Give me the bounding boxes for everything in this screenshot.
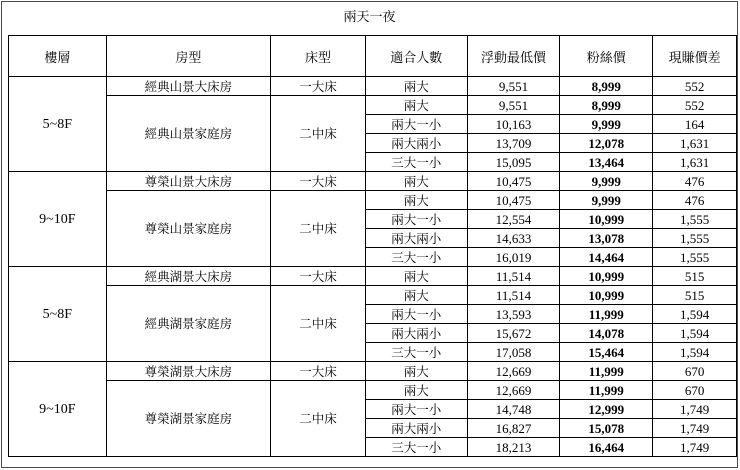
floor-cell: 9~10F <box>9 362 107 457</box>
header-occupancy: 適合人數 <box>365 36 467 77</box>
table-row <box>9 191 737 210</box>
fan-price-cell: 10,999 <box>560 267 653 286</box>
occupancy-cell: 兩大 <box>365 286 467 305</box>
floating-price-cell: 15,095 <box>467 153 560 172</box>
table-title: 兩天一夜 <box>343 10 396 25</box>
bed-type-cell: 一大床 <box>271 267 366 286</box>
savings-cell: 1,555 <box>653 210 737 229</box>
savings-cell: 1,631 <box>653 134 737 153</box>
savings-cell: 1,594 <box>653 343 737 362</box>
savings-cell: 1,749 <box>653 419 737 438</box>
floating-price-cell: 14,748 <box>467 400 560 419</box>
fan-price-cell: 15,464 <box>560 343 653 362</box>
occupancy-cell: 三大一小 <box>365 438 467 457</box>
bed-type-cell: 二中床 <box>271 381 366 457</box>
savings-cell: 1,594 <box>653 305 737 324</box>
savings-cell: 670 <box>653 381 737 400</box>
occupancy-cell: 兩大 <box>365 96 467 115</box>
occupancy-cell: 三大一小 <box>365 343 467 362</box>
savings-cell: 515 <box>653 286 737 305</box>
header-savings: 現賺價差 <box>653 36 737 77</box>
floating-price-cell: 11,514 <box>467 286 560 305</box>
savings-cell: 476 <box>653 172 737 191</box>
fan-price-cell: 11,999 <box>560 362 653 381</box>
table-row <box>9 77 737 96</box>
fan-price-cell: 8,999 <box>560 77 653 96</box>
floating-price-cell: 12,554 <box>467 210 560 229</box>
savings-cell: 552 <box>653 77 737 96</box>
fan-price-cell: 16,464 <box>560 438 653 457</box>
occupancy-cell: 兩大 <box>365 77 467 96</box>
occupancy-cell: 兩大 <box>365 381 467 400</box>
fan-price-cell: 11,999 <box>560 305 653 324</box>
floating-price-cell: 12,669 <box>467 381 560 400</box>
occupancy-cell: 兩大 <box>365 172 467 191</box>
occupancy-cell: 兩大 <box>365 362 467 381</box>
table-row <box>9 172 737 191</box>
table-row <box>9 362 737 381</box>
fan-price-cell: 12,078 <box>560 134 653 153</box>
bed-type-cell: 一大床 <box>271 77 366 96</box>
room-type-cell: 尊榮湖景大床房 <box>106 362 271 381</box>
savings-cell: 1,749 <box>653 438 737 457</box>
savings-cell: 1,631 <box>653 153 737 172</box>
room-type-cell: 經典湖景大床房 <box>106 267 271 286</box>
table-row <box>9 96 737 115</box>
room-type-cell: 尊榮湖景家庭房 <box>106 381 271 457</box>
floating-price-cell: 18,213 <box>467 438 560 457</box>
table-row <box>9 381 737 400</box>
fan-price-cell: 14,464 <box>560 248 653 267</box>
table-row <box>9 267 737 286</box>
floating-price-cell: 10,163 <box>467 115 560 134</box>
bed-type-cell: 一大床 <box>271 362 366 381</box>
occupancy-cell: 兩大 <box>365 267 467 286</box>
fan-price-cell: 15,078 <box>560 419 653 438</box>
occupancy-cell: 兩大一小 <box>365 400 467 419</box>
fan-price-cell: 9,999 <box>560 191 653 210</box>
table-body <box>9 77 737 457</box>
occupancy-cell: 兩大一小 <box>365 115 467 134</box>
floating-price-cell: 9,551 <box>467 77 560 96</box>
fan-price-cell: 9,999 <box>560 172 653 191</box>
floating-price-cell: 14,633 <box>467 229 560 248</box>
fan-price-cell: 11,999 <box>560 381 653 400</box>
floating-price-cell: 15,672 <box>467 324 560 343</box>
table-row <box>9 286 737 305</box>
savings-cell: 552 <box>653 96 737 115</box>
floating-price-cell: 13,709 <box>467 134 560 153</box>
price-table <box>8 35 737 457</box>
header-room-type: 房型 <box>106 36 271 77</box>
savings-cell: 670 <box>653 362 737 381</box>
occupancy-cell: 兩大兩小 <box>365 134 467 153</box>
occupancy-cell: 兩大兩小 <box>365 324 467 343</box>
floating-price-cell: 11,514 <box>467 267 560 286</box>
occupancy-cell: 兩大一小 <box>365 305 467 324</box>
bed-type-cell: 二中床 <box>271 96 366 172</box>
occupancy-cell: 兩大兩小 <box>365 419 467 438</box>
savings-cell: 1,749 <box>653 400 737 419</box>
fan-price-cell: 14,078 <box>560 324 653 343</box>
header-row <box>9 36 737 77</box>
savings-cell: 1,594 <box>653 324 737 343</box>
floating-price-cell: 17,058 <box>467 343 560 362</box>
occupancy-cell: 兩大 <box>365 191 467 210</box>
savings-cell: 476 <box>653 191 737 210</box>
room-type-cell: 經典山景大床房 <box>106 77 271 96</box>
room-type-cell: 經典湖景家庭房 <box>106 286 271 362</box>
savings-cell: 164 <box>653 115 737 134</box>
floor-cell: 9~10F <box>9 172 107 267</box>
fan-price-cell: 10,999 <box>560 286 653 305</box>
fan-price-cell: 12,999 <box>560 400 653 419</box>
bed-type-cell: 二中床 <box>271 286 366 362</box>
floating-price-cell: 10,475 <box>467 172 560 191</box>
savings-cell: 1,555 <box>653 248 737 267</box>
header-bed-type: 床型 <box>271 36 366 77</box>
header-floor: 樓層 <box>9 36 107 77</box>
room-type-cell: 尊榮山景家庭房 <box>106 191 271 267</box>
floating-price-cell: 13,593 <box>467 305 560 324</box>
bed-type-cell: 一大床 <box>271 172 366 191</box>
room-type-cell: 經典山景家庭房 <box>106 96 271 172</box>
occupancy-cell: 兩大兩小 <box>365 229 467 248</box>
savings-cell: 515 <box>653 267 737 286</box>
bed-type-cell: 二中床 <box>271 191 366 267</box>
floating-price-cell: 16,827 <box>467 419 560 438</box>
occupancy-cell: 三大一小 <box>365 248 467 267</box>
occupancy-cell: 兩大一小 <box>365 210 467 229</box>
price-table-frame <box>1 1 738 468</box>
floating-price-cell: 9,551 <box>467 96 560 115</box>
fan-price-cell: 13,464 <box>560 153 653 172</box>
fan-price-cell: 13,078 <box>560 229 653 248</box>
floor-cell: 5~8F <box>9 267 107 362</box>
room-type-cell: 尊榮山景大床房 <box>106 172 271 191</box>
occupancy-cell: 三大一小 <box>365 153 467 172</box>
savings-cell: 1,555 <box>653 229 737 248</box>
header-floating-price: 浮動最低價 <box>467 36 560 77</box>
fan-price-cell: 8,999 <box>560 96 653 115</box>
fan-price-cell: 10,999 <box>560 210 653 229</box>
floating-price-cell: 12,669 <box>467 362 560 381</box>
header-fan-price: 粉絲價 <box>560 36 653 77</box>
fan-price-cell: 9,999 <box>560 115 653 134</box>
floating-price-cell: 16,019 <box>467 248 560 267</box>
floating-price-cell: 10,475 <box>467 191 560 210</box>
floor-cell: 5~8F <box>9 77 107 172</box>
